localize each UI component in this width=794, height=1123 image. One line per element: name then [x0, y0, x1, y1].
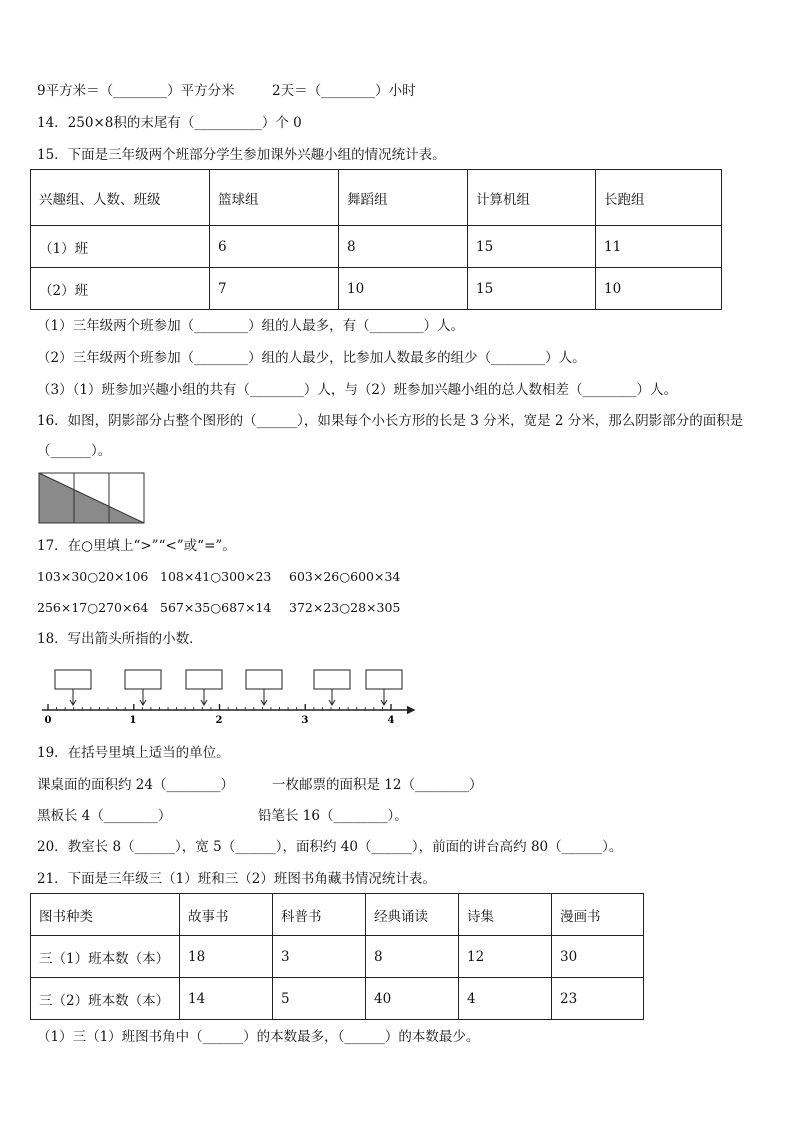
question-20: 20．教室长 8（______），宽 5（______），面积约 40（______），前面的讲台高约 80（______）。 [37, 839, 623, 855]
table-header-cell: 经典诵读 [366, 894, 459, 936]
question-21-part-1: （1）三（1）班图书角中（______）的本数最多，（______）的本数最少。 [37, 1029, 480, 1045]
question-15-part-1: （1）三年级两个班参加（________）组的人最多，有（________）人。 [37, 318, 465, 334]
question-16: 16．如图，阴影部分占整个图形的（______），如果每个小长方形的长是 3 分米，宽是 2 分米，那么阴影部分的面积是 [37, 413, 744, 429]
table-header-cell: 漫画书 [552, 894, 644, 936]
table-cell: 12 [459, 936, 552, 978]
unit-item-blackboard: 黑板长 4（________） [37, 808, 172, 824]
answer-box [186, 670, 222, 705]
table-cell: 11 [596, 226, 722, 268]
table-header-cell: 故事书 [180, 894, 273, 936]
axis-label: 4 [387, 715, 395, 726]
table-header-row [31, 170, 722, 226]
table-header-cell: 篮球组 [210, 170, 339, 226]
answer-box [314, 670, 350, 705]
table-cell: 4 [459, 978, 552, 1020]
table-cell: 18 [180, 936, 273, 978]
axis-label: 3 [301, 715, 309, 726]
interest-group-table [30, 169, 722, 310]
question-15: 15．下面是三年级两个班部分学生参加课外兴趣小组的情况统计表。 [37, 147, 446, 163]
answer-boxes [55, 670, 402, 705]
table-cell: （1）班 [31, 226, 210, 268]
table-cell: 15 [468, 226, 596, 268]
shaded-rectangles-figure [38, 472, 146, 525]
unit-item-desk: 课桌面的面积约 24（________） [37, 777, 234, 793]
table-cell: 8 [339, 226, 468, 268]
question-21: 21．下面是三年级三（1）班和三（2）班图书角藏书情况统计表。 [37, 871, 436, 887]
table-row [31, 268, 722, 310]
tick-marks [48, 704, 391, 710]
unit-item-pencil: 铅笔长 16（________）。 [258, 808, 408, 824]
table-cell: 5 [273, 978, 366, 1020]
question-16-continued: （______）。 [37, 443, 112, 459]
table-cell: 8 [366, 936, 459, 978]
q13-line-square-meter: 9平方米＝（________）平方分米 [37, 83, 235, 99]
question-15-part-2: （2）三年级两个班参加（________）组的人最少，比参加人数最多的组少（________）人。 [37, 350, 586, 366]
question-18: 18．写出箭头所指的小数． [37, 631, 203, 647]
table-cell: 3 [273, 936, 366, 978]
table-cell: 40 [366, 978, 459, 1020]
table-cell: 10 [596, 268, 722, 310]
table-header-cell: 科普书 [273, 894, 366, 936]
comparison-item: 603×26○600×34 [289, 569, 401, 584]
table-header-cell: 兴趣组、人数、班级 [31, 170, 210, 226]
question-14: 14．250×8积的末尾有（__________）个 0 [37, 115, 302, 131]
comparison-item: 103×30○20×106 [37, 569, 149, 584]
table-header-cell: 长跑组 [596, 170, 722, 226]
answer-box [125, 670, 161, 705]
question-19: 19．在括号里填上适当的单位。 [37, 745, 230, 761]
answer-box [55, 670, 91, 705]
table-cell: （2）班 [31, 268, 210, 310]
comparison-item: 108×41○300×23 [160, 569, 272, 584]
book-corner-table [30, 893, 644, 1020]
answer-box [246, 670, 282, 705]
axis-label: 0 [44, 715, 52, 726]
answer-box [366, 670, 402, 705]
table-header-cell: 图书种类 [31, 894, 180, 936]
table-cell: 7 [210, 268, 339, 310]
table-cell: 三（2）班本数（本） [31, 978, 180, 1020]
question-15-part-3: （3）（1）班参加兴趣小组的共有（________）人，与（2）班参加兴趣小组的总人数相差（________）人。 [37, 382, 678, 398]
table-cell: 三（1）班本数（本） [31, 936, 180, 978]
table-cell: 6 [210, 226, 339, 268]
q13-line-days-hours: 2天＝（________）小时 [272, 83, 416, 99]
table-cell: 10 [339, 268, 468, 310]
unit-item-stamp: 一枚邮票的面积是 12（________） [272, 777, 483, 793]
table-cell: 23 [552, 978, 644, 1020]
table-row [31, 978, 644, 1020]
table-header-cell: 诗集 [459, 894, 552, 936]
table-row [31, 936, 644, 978]
table-header-cell: 计算机组 [468, 170, 596, 226]
comparison-item: 567×35○687×14 [160, 600, 272, 615]
table-header-row [31, 894, 644, 936]
comparison-item: 256×17○270×64 [37, 600, 149, 615]
table-header-cell: 舞蹈组 [339, 170, 468, 226]
table-cell: 15 [468, 268, 596, 310]
table-cell: 14 [180, 978, 273, 1020]
comparison-item: 372×23○28×305 [289, 600, 401, 615]
number-line-figure [36, 664, 421, 726]
axis-label: 2 [215, 715, 223, 726]
axis-label: 1 [129, 715, 137, 726]
table-cell: 30 [552, 936, 644, 978]
table-row [31, 226, 722, 268]
question-17: 17．在○里填上“>”“<”或“=”。 [37, 538, 236, 554]
